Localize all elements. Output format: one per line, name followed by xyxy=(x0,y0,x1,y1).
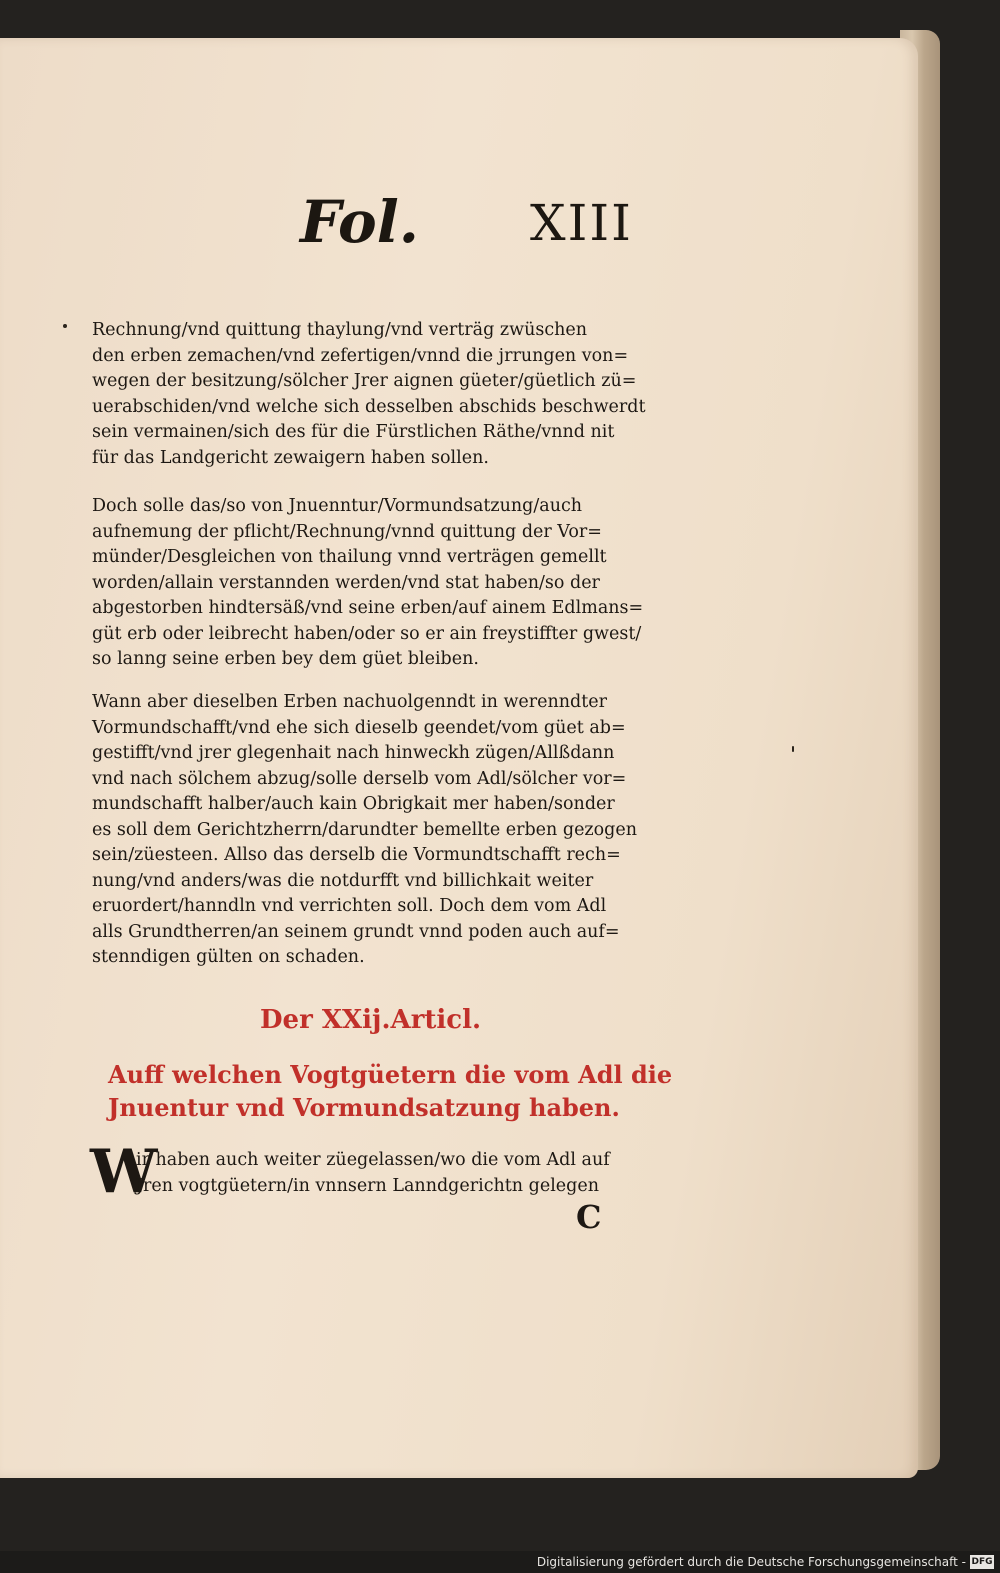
text-line: uerabschiden/vnd welche sich desselben abschids beschwerdt xyxy=(92,396,646,417)
text-line: Jren vogtgüetern/in vnnsern Lanndgerichtn gelegen xyxy=(136,1175,599,1196)
text-line: Rechnung/vnd quittung thaylung/vnd verträg zwüschen xyxy=(92,320,588,340)
text-line: Doch solle das/so von Jnuenntur/Vormundsatzung/auch xyxy=(92,496,583,516)
footer-credit: Digitalisierung gefördert durch die Deutsche Forschungsgemeinschaft - xyxy=(536,1555,966,1569)
text-line: vnd nach sölchem abzug/solle derselb vom Adl/sölcher vor= xyxy=(92,768,627,789)
text-line: münder/Desgleichen von thailung vnnd verträgen gemellt xyxy=(92,547,607,567)
paragraph-2 xyxy=(92,494,652,673)
folio-header xyxy=(300,188,640,268)
paragraph-1 xyxy=(92,318,652,471)
text-line: güt erb oder leibrecht haben/oder so er ain freystiffter gwest/ xyxy=(92,623,642,644)
article-subheading xyxy=(108,1058,672,1124)
text-line: stenndigen gülten on schaden. xyxy=(92,947,365,967)
ink-speck xyxy=(792,746,794,752)
paragraph-3 xyxy=(92,690,652,971)
text-line: sein/züesteen. Allso das derselb die Vormundtschafft rech= xyxy=(92,845,621,865)
paragraph-4 xyxy=(92,1148,652,1199)
text-line: aufnemung der pflicht/Rechnung/vnnd quittung der Vor= xyxy=(92,521,602,542)
text-line: worden/allain verstannden werden/vnd stat haben/so der xyxy=(92,572,600,593)
text-line: nung/vnd anders/was die notdurfft vnd billichkait weiter xyxy=(92,870,594,891)
text-line: es soll dem Gerichtzherrn/darundter bemellte erben gezogen xyxy=(92,819,638,840)
text-line: alls Grundtherren/an seinem grundt vnnd poden auch auf= xyxy=(92,921,620,942)
signature-mark: C xyxy=(576,1198,602,1236)
subheading-line: Jnuentur vnd Vormundsatzung haben. xyxy=(108,1093,620,1122)
digitization-footer xyxy=(0,1551,1000,1573)
text-line: für das Landgericht zewaigern haben sollen. xyxy=(92,447,489,468)
text-line: sein vermainen/sich des für die Fürstlichen Räthe/vnnd nit xyxy=(92,422,615,442)
subheading-line: Auff welchen Vogtgüetern die vom Adl die xyxy=(108,1060,673,1089)
dfg-logo-icon: DFG xyxy=(971,1557,993,1567)
text-line: so lanng seine erben bey dem güet bleiben. xyxy=(92,649,479,669)
text-line: ir haben auch weiter züegelassen/wo die vom Adl auf xyxy=(136,1150,610,1170)
text-line: gestifft/vnd jrer glegenhait nach hinweckh zügen/Allßdann xyxy=(92,743,615,763)
drop-initial: W xyxy=(90,1137,158,1207)
article-heading: Der XXij.Articl. xyxy=(260,1005,482,1035)
ink-speck xyxy=(63,324,67,328)
folio-number: XIII xyxy=(530,194,633,252)
text-line: den erben zemachen/vnd zefertigen/vnnd die jrrungen von= xyxy=(92,345,629,366)
text-line: abgestorben hindtersäß/vnd seine erben/auf ainem Edlmans= xyxy=(92,598,644,618)
text-line: Wann aber dieselben Erben nachuolgenndt in werenndter xyxy=(92,692,608,712)
text-line: wegen der besitzung/sölcher Jrer aignen güeter/güetlich zü= xyxy=(92,371,637,391)
text-line: eruordert/hanndln vnd verrichten soll. Doch dem vom Adl xyxy=(92,896,607,916)
folio-label: Fol. xyxy=(300,188,419,256)
text-line: mundschafft halber/auch kain Obrigkait mer haben/sonder xyxy=(92,794,615,814)
text-line: Vormundschafft/vnd ehe sich dieselb geendet/vom güet ab= xyxy=(92,717,626,738)
